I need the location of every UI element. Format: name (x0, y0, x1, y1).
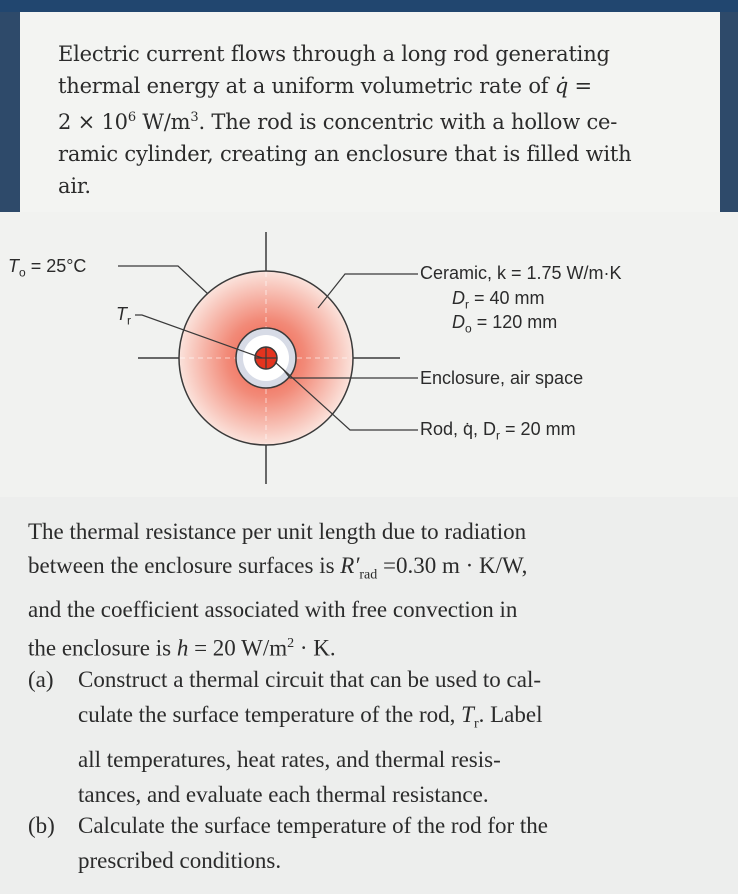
part-a: (a) Construct a thermal circuit that can be used to cal- culate the surface temperature of the rod, $T_r$. Label all temperatures, heat rates, and thermal resis- tances, and evaluate each thermal resistance. (28, 662, 708, 807)
leader-to (118, 266, 208, 294)
intro-line-5: air. (58, 174, 91, 198)
label-to: $T_o = 25^\circ C$ (8, 256, 87, 280)
resistance-paragraph: The thermal resistance per unit length due to radiation between the enclosure surfaces is $R'_{rad} =0.30$ m · K/W, and the coefficient associated with free convection in the enclosure is h = 20 $W/m^2 \cdot K$. (28, 519, 528, 661)
top-bar (0, 0, 738, 12)
part-b-label: (b) (28, 813, 55, 838)
intro-line-2: thermal energy at a uniform volumetric rate of q̇ = (58, 74, 592, 98)
intro-line-1: Electric current flows through a long rod generating (58, 42, 610, 66)
intro-paragraph (58, 38, 694, 202)
label-do: $D_o = 120$ mm (452, 312, 558, 336)
rod-cylinder-diagram (0, 212, 738, 497)
label-enclosure: Enclosure, air space (420, 368, 584, 388)
intro-line-4: ramic cylinder, creating an enclosure that is filled with (58, 142, 632, 166)
part-a-label: (a) (28, 667, 54, 692)
label-rod: Rod, q̇, $D_r = 20$ mm (420, 419, 576, 443)
left-edge (0, 12, 20, 212)
intro-line-3: $2 \times 10^6$ $W/m^3$. The rod is concentric with a hollow ce- (58, 110, 618, 134)
label-tr: $T_r$ (116, 304, 131, 328)
part-b: (b) Calculate the surface temperature of the rod for the prescribed conditions. (28, 808, 708, 883)
right-edge (720, 12, 738, 212)
label-ceramic: Ceramic, k = 1.75 W/m·K (420, 263, 622, 283)
label-dr: $D_r = 40$ mm (452, 288, 545, 312)
